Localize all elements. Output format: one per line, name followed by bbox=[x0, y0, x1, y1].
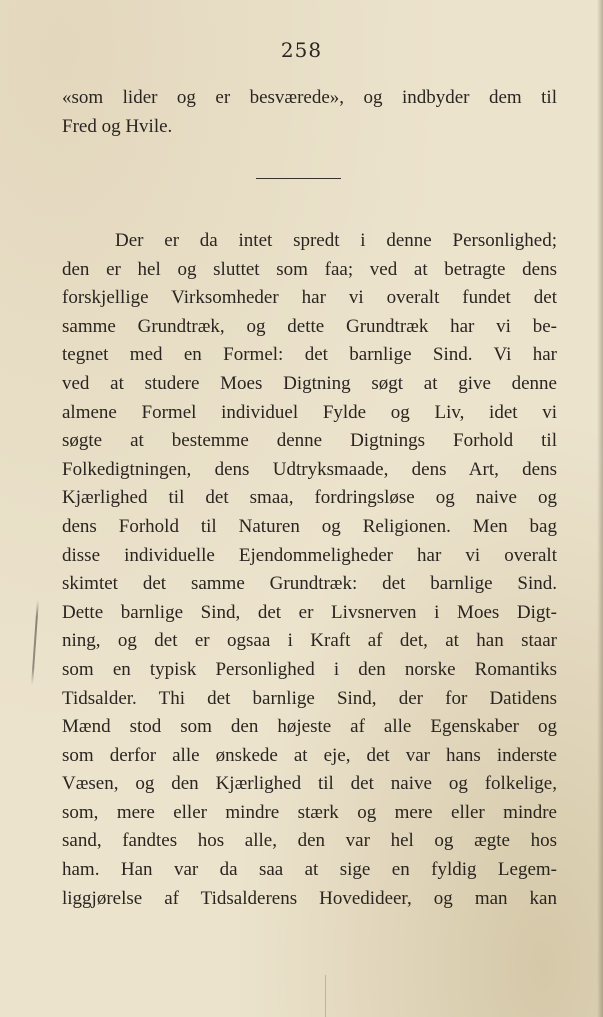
text-line: Væsen, og den Kjærlighed til det naive og folkelige, bbox=[62, 773, 557, 795]
text-line: ved at studere Moes Digtning søgt at give denne bbox=[62, 372, 557, 394]
section-divider bbox=[256, 178, 341, 179]
text-line: Tidsalder. Thi det barnlige Sind, der for Datidens bbox=[62, 687, 557, 709]
text-line: «som lider og er besværede», og indbyder dem til bbox=[62, 87, 557, 108]
text-line: Folkedigtningen, dens Udtryksmaade, dens Art, dens bbox=[62, 458, 557, 480]
text-line: liggjørelse af Tidsalderens Hovedideer, og man kan bbox=[62, 887, 557, 909]
text-line: almene Formel individuel Fylde og Liv, idet vi bbox=[62, 401, 557, 423]
page-number: 258 bbox=[280, 38, 323, 62]
text-line: tegnet med en Formel: det barnlige Sind. Vi har bbox=[62, 344, 557, 366]
text-line: som derfor alle ønskede at eje, det var hans inderste bbox=[62, 744, 557, 766]
page-edge-shadow bbox=[597, 0, 603, 1017]
text-line: Der er da intet spredt i denne Personlighed; bbox=[115, 230, 557, 251]
text-line: ham. Han var da saa at sige en fyldig Legem- bbox=[62, 859, 557, 881]
page-crease bbox=[325, 975, 326, 1017]
text-line: skimtet det samme Grundtræk: det barnlige Sind. bbox=[62, 573, 557, 595]
main-paragraph bbox=[62, 227, 557, 913]
text-line: Mænd stod som den højeste af alle Egenskaber og bbox=[62, 716, 557, 738]
text-line: som en typisk Personlighed i den norske Romantiks bbox=[62, 658, 557, 680]
text-line: Kjærlighed til det smaa, fordringsløse og naive og bbox=[62, 487, 557, 509]
text-line: Fred og Hvile. bbox=[62, 115, 173, 137]
text-line: dens Forhold til Naturen og Religionen. Men bag bbox=[62, 515, 557, 537]
text-line: søgte at bestemme denne Digtnings Forhold til bbox=[62, 430, 557, 452]
text-line: den er hel og sluttet som faa; ved at betragte dens bbox=[62, 258, 557, 280]
text-line: disse individuelle Ejendommeligheder har vi overalt bbox=[62, 544, 557, 566]
margin-pencil-mark bbox=[31, 600, 39, 685]
text-line: Dette barnlige Sind, det er Livsnerven i Moes Digt- bbox=[62, 601, 557, 623]
text-line: forskjellige Virksomheder har vi overalt fundet det bbox=[62, 287, 557, 309]
text-line: samme Grundtræk, og dette Grundtræk har vi be- bbox=[62, 315, 557, 337]
text-line: som, mere eller mindre stærk og mere eller mindre bbox=[62, 801, 557, 823]
text-line: ning, og det er ogsaa i Kraft af det, at han staar bbox=[62, 630, 557, 652]
opening-text bbox=[62, 84, 557, 141]
text-line: sand, fandtes hos alle, den var hel og ægte hos bbox=[62, 830, 557, 852]
